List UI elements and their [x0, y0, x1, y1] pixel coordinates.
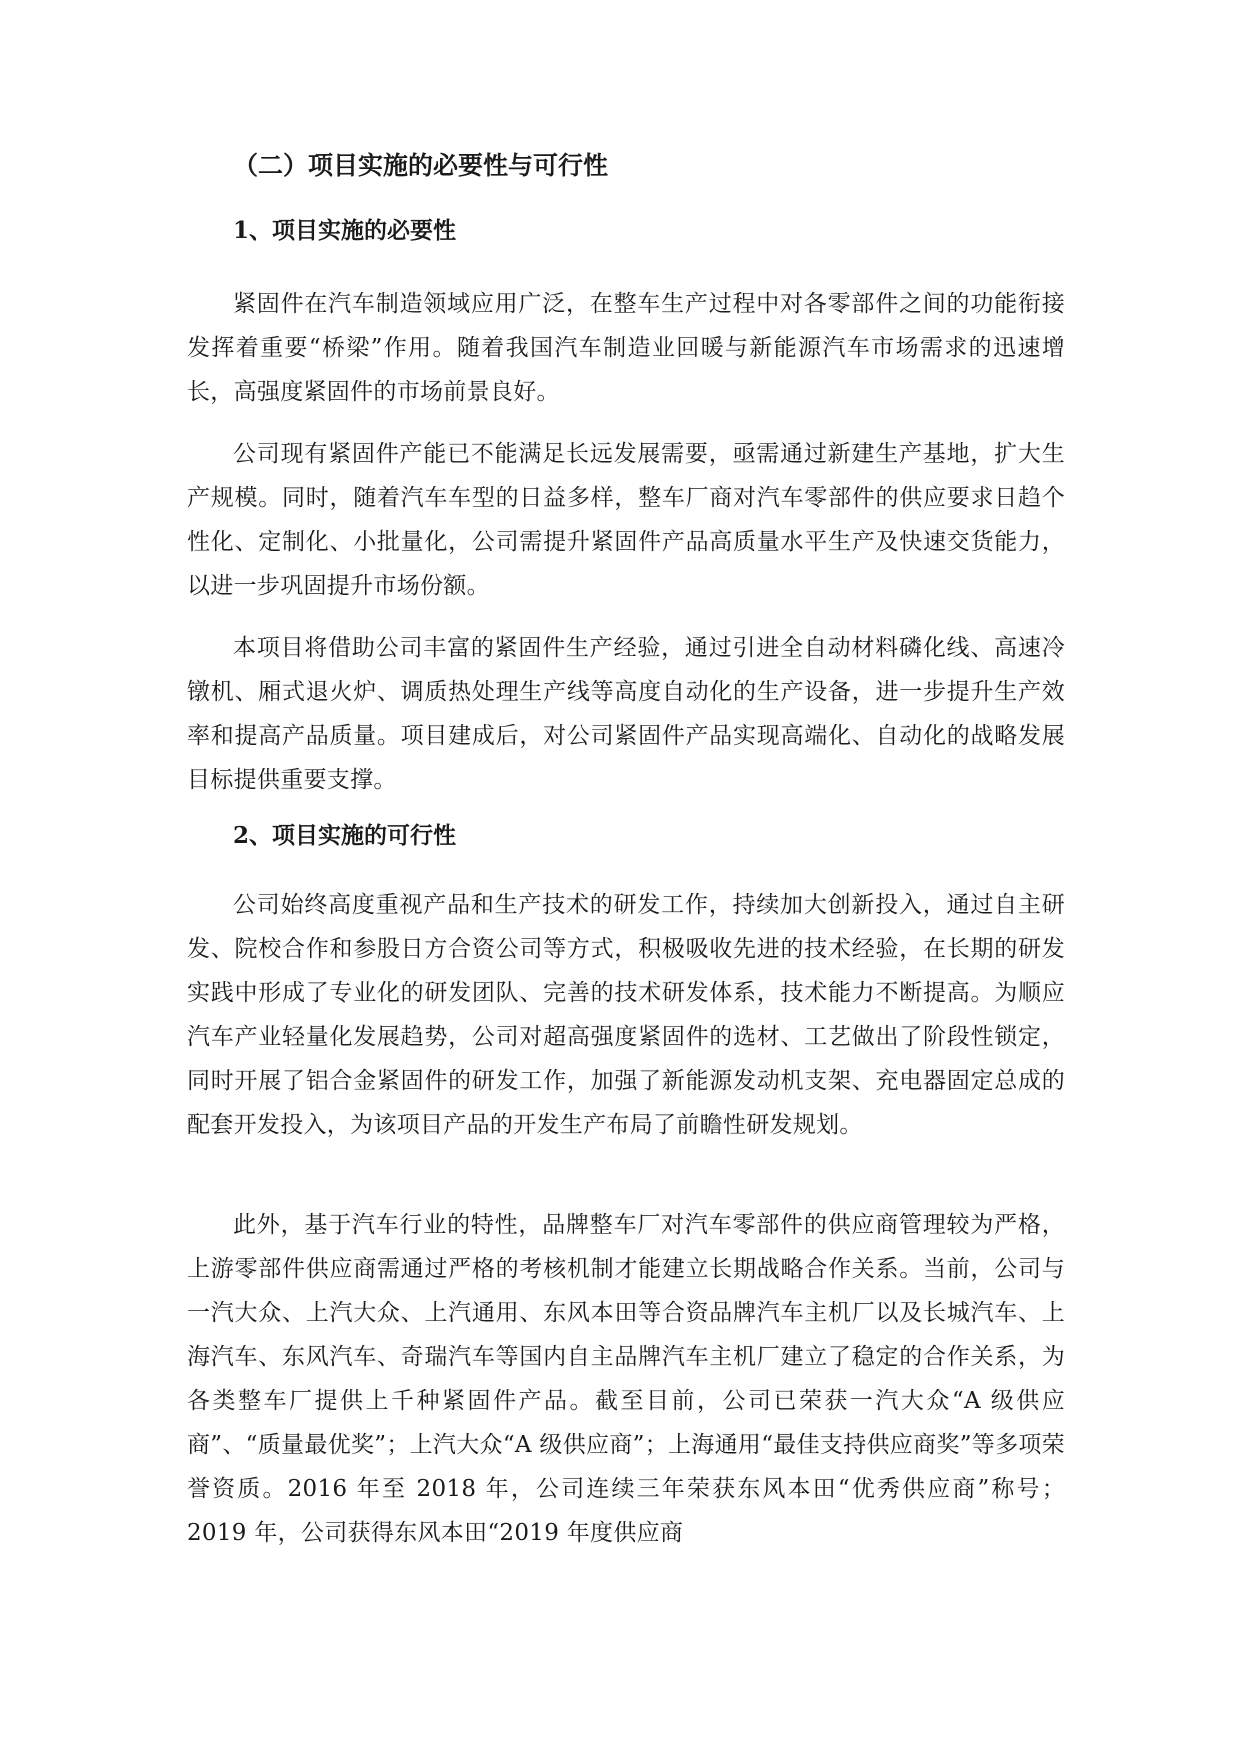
paragraph: 紧固件在汽车制造领域应用广泛，在整车生产过程中对各零部件之间的功能衔接发挥着重要“桥梁”作用。随着我国汽车制造业回暖与新能源汽车市场需求的迅速增长，高强度紧固件的市场前景良好。	[187, 291, 1065, 405]
paragraph: 公司现有紧固件产能已不能满足长远发展需要，亟需通过新建生产基地，扩大生产规模。同时，随着汽车车型的日益多样，整车厂商对汽车零部件的供应要求日趋个性化、定制化、小批量化，公司需提升紧固件产品高质量水平生产及快速交货能力，以进一步巩固提升市场份额。	[187, 441, 1065, 599]
paragraph: 公司始终高度重视产品和生产技术的研发工作，持续加大创新投入，通过自主研发、院校合作和参股日方合资公司等方式，积极吸收先进的技术经验，在长期的研发实践中形成了专业化的研发团队、完善的技术研发体系，技术能力不断提高。为顺应汽车产业轻量化发展趋势，公司对超高强度紧固件的选材、工艺做出了阶段性锁定，同时开展了铝合金紧固件的研发工作，加强了新能源发动机支架、充电器固定总成的配套开发投入，为该项目产品的开发生产布局了前瞻性研发规划。	[187, 892, 1065, 1138]
subsection-2-title: 2、项目实施的可行性	[233, 822, 457, 849]
paragraph: 本项目将借助公司丰富的紧固件生产经验，通过引进全自动材料磷化线、高速冷镦机、厢式退火炉、调质热处理生产线等高度自动化的生产设备，进一步提升生产效率和提高产品质量。项目建成后，对公司紧固件产品实现高端化、自动化的战略发展目标提供重要支撑。	[187, 635, 1065, 793]
paragraph: 此外，基于汽车行业的特性，品牌整车厂对汽车零部件的供应商管理较为严格，上游零部件供应商需通过严格的考核机制才能建立长期战略合作关系。当前，公司与一汽大众、上汽大众、上汽通用、东风本田等合资品牌汽车主机厂以及长城汽车、上海汽车、东风汽车、奇瑞汽车等国内自主品牌汽车主机厂建立了稳定的合作关系，为各类整车厂提供上千种紧固件产品。截至目前，公司已荣获一汽大众“A 级供应商”、“质量最优奖”；上汽大众“A 级供应商”；上海通用“最佳支持供应商奖”等多项荣誉资质。2016 年至 2018 年，公司连续三年荣获东风本田“优秀供应商”称号；2019 年，公司获得东风本田“2019 年度供应商	[187, 1212, 1065, 1546]
section-title: （二）项目实施的必要性与可行性	[233, 151, 609, 180]
subsection-1-title: 1、项目实施的必要性	[233, 217, 457, 244]
